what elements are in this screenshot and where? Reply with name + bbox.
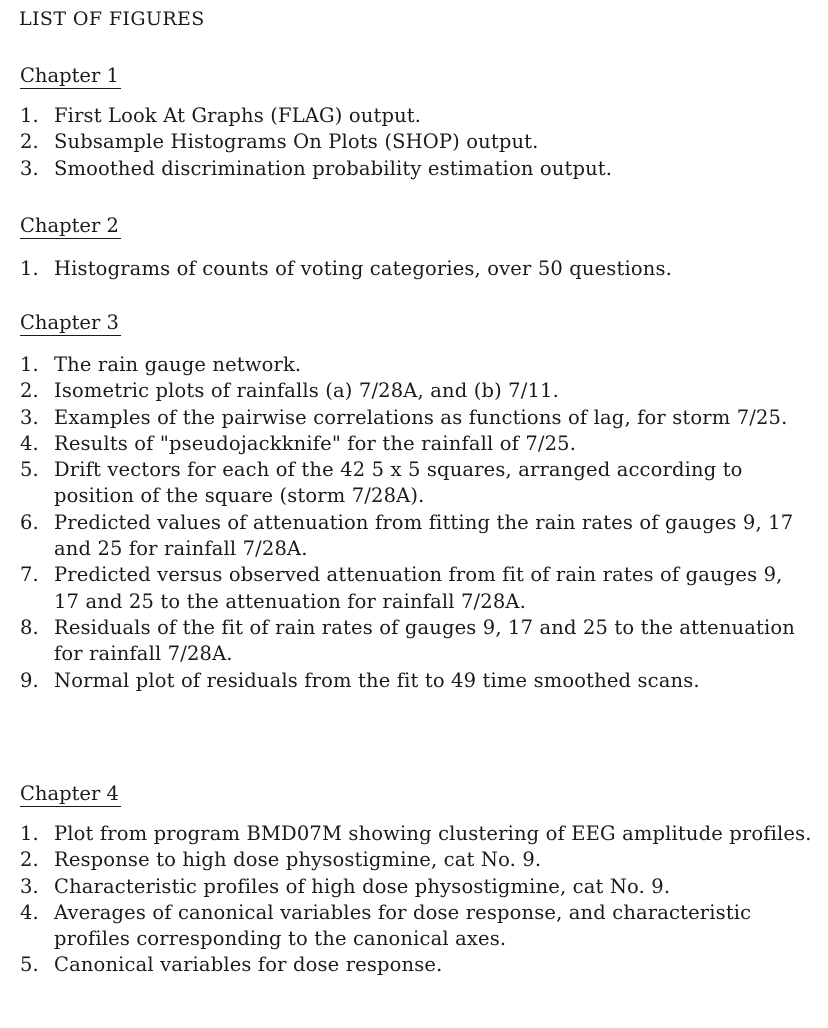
figure-number: 5. (20, 458, 39, 482)
chapter-2-figure-list (18, 256, 813, 282)
figure-number: 3. (20, 405, 39, 429)
figure-caption: Characteristic profiles of high dose physostigmine, cat No. 9. (54, 874, 671, 898)
figure-number: 7. (20, 563, 39, 587)
figure-caption: Subsample Histograms On Plots (SHOP) output. (54, 130, 539, 154)
figure-caption: Drift vectors for each of the 42 5 x 5 squares, arranged according to position of the square (storm 7/28A). (54, 458, 743, 508)
figure-number: 8. (20, 615, 39, 639)
chapter-4-figure-list (18, 821, 813, 979)
figure-entry (18, 352, 813, 378)
figure-entry (18, 900, 813, 953)
figure-caption: First Look At Graphs (FLAG) output. (54, 104, 422, 127)
figure-number: 5. (20, 953, 39, 977)
figure-number: 3. (20, 156, 39, 180)
chapter-2-heading: Chapter 2 (20, 214, 119, 237)
figure-entry (18, 821, 813, 847)
figure-caption: The rain gauge network. (54, 353, 302, 376)
chapter-4-heading: Chapter 4 (20, 782, 119, 805)
page-title: LIST OF FIGURES (19, 8, 205, 30)
figure-entry (18, 952, 813, 978)
figure-entry (18, 510, 813, 563)
figure-number: 4. (20, 431, 39, 455)
figure-entry (18, 129, 813, 155)
figure-number: 6. (20, 510, 39, 534)
figure-entry (18, 431, 813, 457)
figure-number: 1. (20, 353, 39, 376)
figure-caption: Results of "pseudojackknife" for the rainfall of 7/25. (54, 431, 577, 455)
chapter-1-figure-list (18, 103, 813, 182)
figure-caption: Normal plot of residuals from the fit to 49 time smoothed scans. (54, 668, 700, 692)
figure-number: 9. (20, 668, 39, 692)
figure-entry (18, 562, 813, 615)
figure-caption: Examples of the pairwise correlations as functions of lag, for storm 7/25. (54, 405, 788, 429)
figure-entry (18, 256, 813, 282)
chapter-3-figure-list (18, 352, 813, 694)
figure-caption: Averages of canonical variables for dose response, and characteristic profiles corresponding to the canonical axes. (54, 900, 752, 951)
figure-caption: Canonical variables for dose response. (54, 953, 443, 977)
figure-entry (18, 378, 813, 404)
figure-number: 2. (20, 379, 39, 403)
figure-number: 2. (20, 130, 39, 154)
figure-entry (18, 156, 813, 182)
figure-number: 1. (20, 257, 39, 280)
figure-caption: Smoothed discrimination probability estimation output. (54, 156, 613, 180)
figure-entry (18, 103, 813, 129)
figure-entry (18, 615, 813, 668)
figure-entry (18, 457, 813, 510)
figure-entry (18, 874, 813, 900)
figure-entry (18, 405, 813, 431)
figure-caption: Predicted versus observed attenuation from fit of rain rates of gauges 9, 17 and 25 to the attenuation for rainfall 7/28A. (54, 563, 783, 613)
figure-number: 2. (20, 848, 39, 872)
figure-number: 1. (20, 104, 39, 127)
chapter-3-heading: Chapter 3 (20, 311, 119, 334)
figure-number: 1. (20, 822, 39, 845)
figure-number: 4. (20, 900, 39, 924)
figure-number: 3. (20, 874, 39, 898)
figure-caption: Isometric plots of rainfalls (a) 7/28A, and (b) 7/11. (54, 379, 559, 403)
figure-caption: Predicted values of attenuation from fitting the rain rates of gauges 9, 17 and 25 for rainfall 7/28A. (54, 510, 794, 561)
figure-caption: Plot from program BMD07M showing clustering of EEG amplitude profiles. (54, 822, 812, 845)
figure-caption: Residuals of the fit of rain rates of gauges 9, 17 and 25 to the attenuation for rainfall 7/28A. (54, 615, 795, 666)
figure-caption: Histograms of counts of voting categories, over 50 questions. (54, 257, 672, 280)
figure-caption: Response to high dose physostigmine, cat No. 9. (54, 848, 542, 872)
figure-entry (18, 668, 813, 694)
chapter-1-heading: Chapter 1 (20, 64, 119, 87)
figure-entry (18, 847, 813, 873)
